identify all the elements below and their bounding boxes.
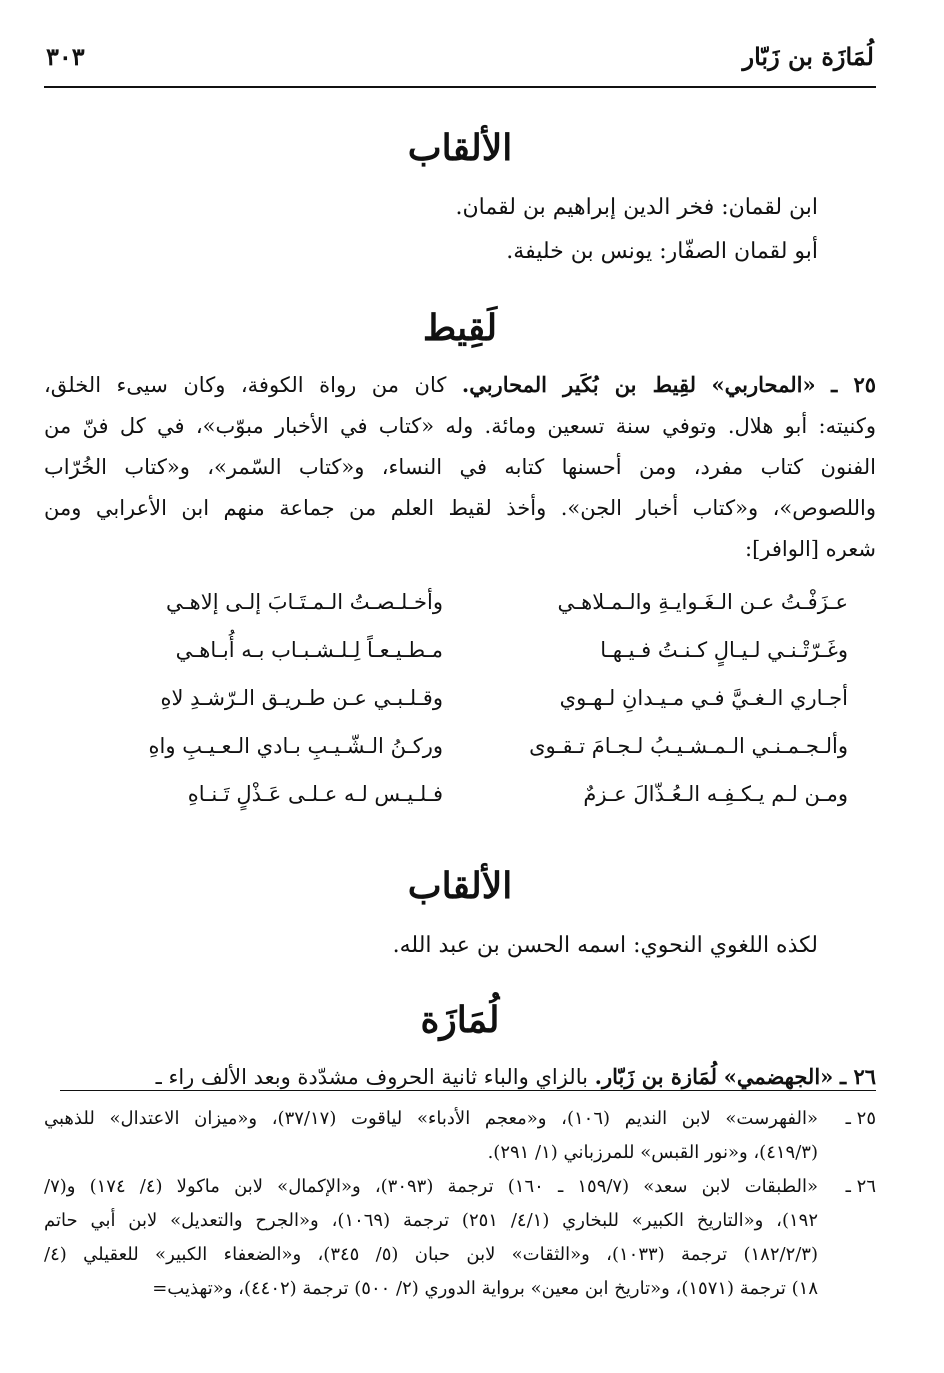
section-heading-lumaza: لُمَازَة (420, 999, 500, 1041)
section-heading-laqit: لَقِيط (422, 307, 498, 349)
poem-second-hemistich: فـلـيـس لـه عـلـى عَـذْلٍ تَـنـاهِ (187, 782, 443, 806)
biography-text: كان من رواة الكوفة، وكان سيىء الخلق، (44, 373, 447, 397)
footnote-body (44, 1170, 818, 1306)
footnote-26 (44, 1170, 876, 1306)
biography-entry-25 (44, 364, 876, 570)
entry-nisba: «المحاربي» (711, 372, 816, 397)
footnote-number: ٢٦ ـ (845, 1176, 876, 1197)
footnote-line: ١٨) ترجمة (١٥٧١)، و«تاريخ ابن معين» برواية الدوري (٢/ ٥٠٠) ترجمة (٤٤٠٢)، و«تهذيب= (152, 1278, 818, 1299)
poem-couplet (44, 674, 876, 722)
poem-first-hemistich: أجـاري الـغـيَّ فـي مـيـدانِ لـهـوي (559, 686, 848, 710)
section-heading-alqab: الألقاب (407, 127, 513, 169)
entry-name: لقِيط بن بُكَير المحاربي. (461, 372, 696, 397)
footnote-line: (٤١٩/٣)، و«نور القبس» للمرزباني (١/ ٢٩١). (487, 1142, 818, 1163)
biography-entry-26 (44, 1056, 876, 1098)
poem-first-hemistich: وغَـرّتْـنـي لـيـالٍ كـنـتُ فـيـهـا (600, 638, 848, 662)
poem-first-hemistich: عـزَفْـتُ عـن الـغَـوايـةِ والـمـلاهـي (557, 590, 848, 614)
poem-couplet (44, 626, 876, 674)
biography-line: شعره [الوافر]: (745, 537, 876, 561)
footnote-separator (60, 1090, 876, 1091)
running-head (44, 28, 876, 88)
page-number: ٣٠٣ (46, 42, 85, 71)
entry-number: ٢٥ ـ (831, 372, 876, 397)
entry-name: لُمَازة بن زَبّار. (594, 1064, 718, 1089)
biography-line: وكنيته: أبو هلال. وتوفي سنة تسعين ومائة. وله «كتاب في الأخبار مبوّب»، في كل فنّ من (44, 414, 876, 438)
poem-second-hemistich: مـطـيـعـاً لِـلـشـبـاب بـه أُبـاهـي (175, 638, 443, 662)
footnote-number: ٢٥ ـ (845, 1108, 876, 1129)
poem (44, 578, 876, 838)
alqab-entry: أبو لقمان الصفّار: يونس بن خليفة. (506, 239, 818, 264)
poem-second-hemistich: وركـنُ الـشّـيـبِ بـادي الـعـيـبِ واهِ (148, 734, 443, 758)
footnotes (44, 1102, 876, 1306)
biography-line (44, 364, 876, 406)
entry-nisba: «الجهضمي» (723, 1064, 834, 1089)
poem-second-hemistich: وقـلـبـي عـن طـريـق الـرّشـدِ لاهِ (160, 686, 443, 710)
poem-second-hemistich: وأخـلـصـتُ الـمـتَـابَ إلـى إلاهـي (166, 590, 443, 614)
biography-line: الفنون كتاب مفرد، ومن أحسنها كتابه في النساء، و«كتاب السّمر»، و«كتاب الخُرّاب (44, 455, 876, 479)
footnote-line: «الطبقات لابن سعد» (١٥٩/٧ ـ ١٦٠) ترجمة (٣٠٩٣)، و«الإكمال» لابن ماكولا (٤/ ١٧٤) و(٧/ (44, 1176, 818, 1197)
book-page (44, 28, 876, 1358)
biography-line: واللصوص»، و«كتاب أخبار الجن». وأخذ لقيط العلم من جماعة منهم ابن الأعرابي ومن (44, 496, 876, 520)
biography-line (44, 1056, 876, 1098)
footnote-25 (44, 1102, 876, 1170)
section-heading-alqab: الألقاب (407, 865, 513, 907)
poem-couplet (44, 770, 876, 818)
entry-number: ٢٦ ـ (839, 1064, 876, 1089)
footnote-line: (١٨٢/٢/٣) ترجمة (١٠٣٣)، و«الثقات» لابن حبان (٥/ ٣٤٥)، و«الضعفاء الكبير» للعقيلي (٤/ (44, 1244, 818, 1265)
poem-first-hemistich: وألـجـمـنـي الـمـشـيـبُ لـجـامَ تـقـوى (529, 734, 848, 758)
alqab-entry: ابن لقمان: فخر الدين إبراهيم بن لقمان. (455, 195, 818, 220)
alqab-entry: لكذه اللغوي النحوي: اسمه الحسن بن عبد الله. (392, 933, 818, 958)
running-title: لُمَازَة بن زَبّار (742, 42, 874, 71)
poem-couplet (44, 722, 876, 770)
poem-first-hemistich: ومـن لـم يـكـفِـه الـعُـذّالَ عـزمٌ (583, 782, 848, 806)
footnote-line: ١٩٢)، و«التاريخ الكبير» للبخاري (٤/١/ ٢٥١) ترجمة (١٠٦٩)، و«الجرح والتعديل» لابن أبي حاتم (44, 1210, 818, 1231)
poem-couplet (44, 578, 876, 626)
biography-text: بالزاي والباء ثانية الحروف مشدّدة وبعد الألف راء ـ (155, 1065, 588, 1089)
footnote-body (44, 1102, 818, 1170)
footnote-line: «الفهرست» لابن النديم (١٠٦)، و«معجم الأدباء» لياقوت (٣٧/١٧)، و«ميزان الاعتدال» للذهبي (44, 1108, 819, 1129)
